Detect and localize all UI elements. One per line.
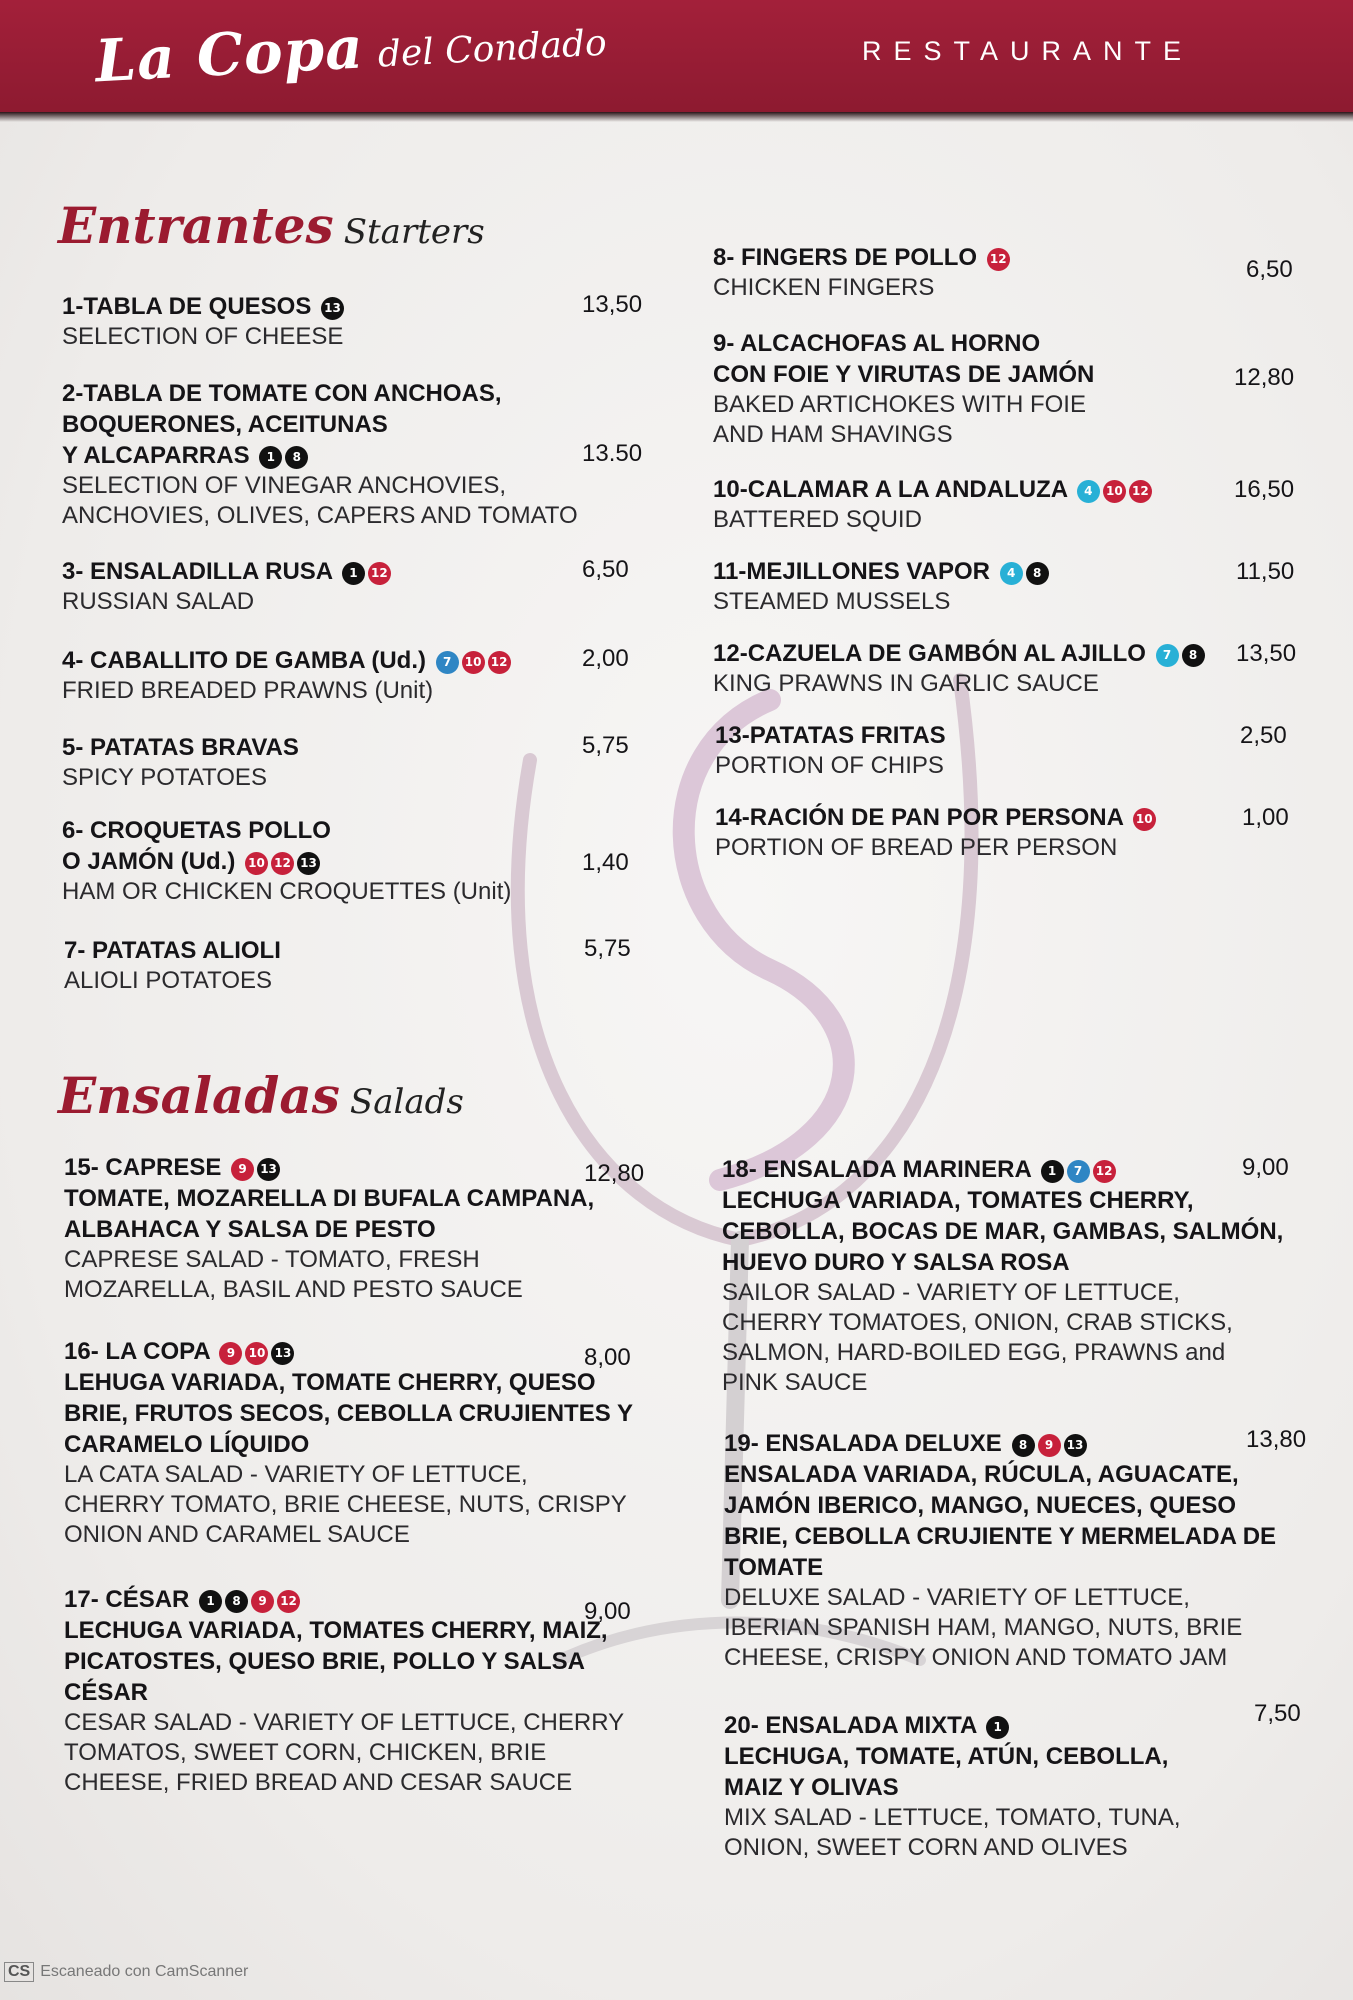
item-desc-es: LECHUGA VARIADA, TOMATES CHERRY, bbox=[722, 1187, 1194, 1214]
item-desc-en: RUSSIAN SALAD bbox=[62, 588, 255, 615]
menu-item bbox=[62, 815, 662, 907]
item-price: 1,40 bbox=[582, 849, 629, 876]
item-name bbox=[64, 1584, 664, 1615]
menu-item bbox=[64, 1336, 664, 1550]
starters-title-en: Starters bbox=[343, 212, 485, 252]
item-desc-en: CHERRY TOMATO, BRIE CHEESE, NUTS, CRISPY bbox=[64, 1491, 627, 1518]
item-name bbox=[713, 638, 1233, 669]
allergen-badge-icon: 12 bbox=[1129, 480, 1152, 503]
menu-item bbox=[724, 1426, 1307, 1673]
item-desc-en: DELUXE SALAD - VARIETY OF LETTUCE, bbox=[724, 1584, 1190, 1611]
item-desc-en: PORTION OF BREAD PER PERSON bbox=[715, 834, 1118, 861]
salads-section-title bbox=[58, 1066, 464, 1125]
item-desc-en: KING PRAWNS IN GARLIC SAUCE bbox=[713, 670, 1099, 697]
item-price: 9,00 bbox=[584, 1598, 631, 1625]
item-price: 9,00 bbox=[1242, 1154, 1289, 1181]
item-desc-es: CARAMELO LÍQUIDO bbox=[64, 1431, 310, 1458]
allergen-badge-icon: 4 bbox=[1000, 562, 1023, 585]
item-desc-en: SALMON, HARD-BOILED EGG, PRAWNS and bbox=[722, 1339, 1226, 1366]
item-name bbox=[64, 1336, 664, 1367]
menu-item bbox=[62, 556, 622, 617]
scanner-footer-text: Escaneado con CamScanner bbox=[40, 1963, 249, 1980]
item-desc-es: ALBAHACA Y SALSA DE PESTO bbox=[64, 1216, 436, 1243]
item-price: 1,00 bbox=[1242, 804, 1289, 831]
item-desc-es: HUEVO DURO Y SALSA ROSA bbox=[722, 1249, 1070, 1276]
allergen-badge-icon: 12 bbox=[987, 248, 1010, 271]
item-desc-en: LA CATA SALAD - VARIETY OF LETTUCE, bbox=[64, 1461, 528, 1488]
item-price: 12,80 bbox=[584, 1160, 645, 1187]
menu-item bbox=[724, 1710, 1304, 1863]
menu-item bbox=[64, 1152, 664, 1305]
allergen-badge-icon: 8 bbox=[1012, 1434, 1035, 1457]
item-desc-en: MOZARELLA, BASIL AND PESTO SAUCE bbox=[64, 1276, 523, 1303]
allergen-badge-icon: 10 bbox=[1133, 808, 1156, 831]
menu-item bbox=[62, 645, 622, 706]
item-desc-en: ANCHOVIES, OLIVES, CAPERS AND TOMATO bbox=[62, 502, 578, 529]
item-name: 5- PATATAS BRAVAS bbox=[62, 734, 299, 761]
item-price: 13,50 bbox=[1236, 640, 1297, 667]
menu-item bbox=[713, 328, 1233, 450]
allergen-badge-icon: 1 bbox=[986, 1716, 1009, 1739]
item-desc-en: STEAMED MUSSELS bbox=[713, 588, 951, 615]
item-name-text: 3- ENSALADILLA RUSA bbox=[62, 558, 333, 585]
menu-item bbox=[722, 1154, 1302, 1398]
item-desc-en: TOMATOS, SWEET CORN, CHICKEN, BRIE bbox=[64, 1739, 547, 1766]
allergen-badge-icon: 13 bbox=[257, 1158, 280, 1181]
item-name bbox=[62, 645, 622, 676]
item-desc-en: CHERRY TOMATOES, ONION, CRAB STICKS, bbox=[722, 1309, 1233, 1336]
item-name-text: 12-CAZUELA DE GAMBÓN AL AJILLO bbox=[713, 640, 1146, 667]
item-desc-en: MIX SALAD - LETTUCE, TOMATO, TUNA, bbox=[724, 1804, 1181, 1831]
item-desc-es: MAIZ Y OLIVAS bbox=[724, 1774, 899, 1801]
item-name bbox=[715, 802, 1235, 833]
allergen-badge-icon: 13 bbox=[321, 297, 344, 320]
item-desc-en: PINK SAUCE bbox=[722, 1369, 868, 1396]
allergen-badge-icon: 12 bbox=[277, 1590, 300, 1613]
item-desc-es: ENSALADA VARIADA, RÚCULA, AGUACATE, bbox=[724, 1461, 1239, 1488]
menu-item bbox=[62, 378, 662, 531]
item-desc-en: ONION, SWEET CORN AND OLIVES bbox=[724, 1834, 1128, 1861]
item-desc-es: LECHUGA VARIADA, TOMATES CHERRY, MAIZ, bbox=[64, 1617, 608, 1644]
item-name-text: 10-CALAMAR A LA ANDALUZA bbox=[713, 476, 1068, 503]
item-desc-en: ALIOLI POTATOES bbox=[64, 967, 273, 994]
item-name bbox=[713, 556, 1233, 587]
item-desc-en: CHEESE, FRIED BREAD AND CESAR SAUCE bbox=[64, 1769, 573, 1796]
allergen-badge-icon: 1 bbox=[1041, 1160, 1064, 1183]
item-desc-en: ONION AND CARAMEL SAUCE bbox=[64, 1521, 410, 1548]
item-name: 13-PATATAS FRITAS bbox=[715, 722, 946, 749]
item-price: 2,00 bbox=[582, 645, 629, 672]
item-desc-en: FRIED BREADED PRAWNS (Unit) bbox=[62, 677, 434, 704]
item-name-text: 16- LA COPA bbox=[64, 1338, 210, 1365]
item-price: 5,75 bbox=[584, 935, 631, 962]
item-name-text: 19- ENSALADA DELUXE bbox=[724, 1430, 1002, 1457]
header-tagline: RESTAURANTE bbox=[861, 36, 1193, 66]
camscanner-logo-icon: CS bbox=[4, 1962, 34, 1982]
item-name bbox=[724, 1710, 1304, 1741]
item-name-line: 9- ALCACHOFAS AL HORNO bbox=[713, 330, 1041, 357]
item-price: 6,50 bbox=[1246, 256, 1293, 283]
menu-item bbox=[715, 720, 1235, 781]
allergen-badge-icon: 7 bbox=[436, 651, 459, 674]
menu-item bbox=[62, 732, 622, 793]
item-name-line: CON FOIE Y VIRUTAS DE JAMÓN bbox=[713, 361, 1095, 388]
allergen-badge-icon: 4 bbox=[1077, 480, 1100, 503]
restaurant-logo bbox=[94, 1, 608, 96]
scanner-footer bbox=[4, 1962, 248, 1982]
item-name bbox=[62, 846, 662, 877]
allergen-badge-icon: 7 bbox=[1156, 644, 1179, 667]
item-desc-en: BATTERED SQUID bbox=[713, 506, 922, 533]
item-name-text: 4- CABALLITO DE GAMBA (Ud.) bbox=[62, 647, 426, 674]
item-price: 16,50 bbox=[1234, 476, 1295, 503]
item-desc-en: SELECTION OF VINEGAR ANCHOVIES, bbox=[62, 472, 507, 499]
allergen-badge-icon: 9 bbox=[1038, 1434, 1061, 1457]
allergen-badge-icon: 10 bbox=[245, 1342, 268, 1365]
item-desc-es: LEHUGA VARIADA, TOMATE CHERRY, QUESO bbox=[64, 1369, 596, 1396]
allergen-badge-icon: 13 bbox=[271, 1342, 294, 1365]
item-price: 8,00 bbox=[584, 1344, 631, 1371]
item-name-text: 20- ENSALADA MIXTA bbox=[724, 1712, 977, 1739]
item-price: 12,80 bbox=[1234, 364, 1295, 391]
item-price: 7,50 bbox=[1254, 1700, 1301, 1727]
item-desc-en: CAPRESE SALAD - TOMATO, FRESH bbox=[64, 1246, 480, 1273]
allergen-badge-icon: 9 bbox=[251, 1590, 274, 1613]
header-bar bbox=[0, 0, 1353, 112]
item-name-text: 1-TABLA DE QUESOS bbox=[62, 293, 312, 320]
item-price: 11,50 bbox=[1236, 558, 1295, 585]
item-name bbox=[62, 440, 662, 471]
item-name-text: 17- CÉSAR bbox=[64, 1586, 190, 1613]
item-name-text: 18- ENSALADA MARINERA bbox=[722, 1156, 1031, 1183]
item-price: 13,50 bbox=[582, 291, 643, 318]
item-price: 6,50 bbox=[582, 556, 629, 583]
menu-item bbox=[713, 474, 1233, 535]
item-price: 5,75 bbox=[582, 732, 629, 759]
menu-item bbox=[64, 1584, 664, 1798]
salads-title-en: Salads bbox=[349, 1082, 464, 1122]
salads-title-es: Ensaladas bbox=[58, 1066, 340, 1125]
logo-main-text: La Copa bbox=[93, 13, 366, 96]
allergen-badge-icon: 10 bbox=[1103, 480, 1126, 503]
allergen-badge-icon: 8 bbox=[1182, 644, 1205, 667]
item-name-text: 15- CAPRESE bbox=[64, 1154, 222, 1181]
item-name bbox=[64, 1152, 664, 1183]
menu-item bbox=[713, 556, 1233, 617]
item-desc-en: AND HAM SHAVINGS bbox=[713, 421, 953, 448]
item-name bbox=[713, 474, 1233, 505]
allergen-badge-icon: 1 bbox=[259, 446, 282, 469]
allergen-badge-icon: 9 bbox=[219, 1342, 242, 1365]
item-name-text: 11-MEJILLONES VAPOR bbox=[713, 558, 990, 585]
menu-item bbox=[62, 291, 622, 352]
item-desc-en: SELECTION OF CHEESE bbox=[62, 323, 344, 350]
item-desc-es: TOMATE bbox=[724, 1554, 824, 1581]
menu-item bbox=[713, 638, 1233, 699]
item-desc-en: PORTION OF CHIPS bbox=[715, 752, 944, 779]
allergen-badge-icon: 12 bbox=[368, 562, 391, 585]
item-desc-en: SAILOR SALAD - VARIETY OF LETTUCE, bbox=[722, 1279, 1180, 1306]
menu-item bbox=[64, 935, 624, 996]
item-name-text: O JAMÓN (Ud.) bbox=[62, 848, 236, 875]
allergen-badge-icon: 8 bbox=[225, 1590, 248, 1613]
item-desc-es: LECHUGA, TOMATE, ATÚN, CEBOLLA, bbox=[724, 1743, 1169, 1770]
item-desc-en: CHEESE, CRISPY ONION AND TOMATO JAM bbox=[724, 1644, 1228, 1671]
item-desc-es: CEBOLLA, BOCAS DE MAR, GAMBAS, SALMÓN, bbox=[722, 1218, 1284, 1245]
item-name-text: 8- FINGERS DE POLLO bbox=[713, 244, 978, 271]
item-desc-en: CHICKEN FINGERS bbox=[713, 274, 935, 301]
item-name bbox=[724, 1426, 1307, 1459]
item-price: 13,80 bbox=[1246, 1426, 1307, 1453]
item-desc-es: BRIE, CEBOLLA CRUJIENTE Y MERMELADA DE bbox=[724, 1523, 1277, 1550]
item-desc-es: TOMATE, MOZARELLA DI BUFALA CAMPANA, bbox=[64, 1185, 595, 1212]
allergen-badge-icon: 12 bbox=[271, 852, 294, 875]
starters-section-title bbox=[58, 196, 485, 255]
starters-title-es: Entrantes bbox=[58, 196, 334, 255]
item-price: 13.50 bbox=[582, 440, 643, 467]
item-desc-en: BAKED ARTICHOKES WITH FOIE bbox=[713, 391, 1086, 418]
allergen-badge-icon: 12 bbox=[1093, 1160, 1116, 1183]
allergen-badge-icon: 8 bbox=[1026, 562, 1049, 585]
item-price: 2,50 bbox=[1240, 722, 1287, 749]
item-desc-es: JAMÓN IBERICO, MANGO, NUECES, QUESO bbox=[724, 1492, 1237, 1519]
item-desc-es: BRIE, FRUTOS SECOS, CEBOLLA CRUJIENTES Y bbox=[64, 1400, 633, 1427]
item-name bbox=[722, 1154, 1302, 1185]
item-desc-en: SPICY POTATOES bbox=[62, 764, 267, 791]
allergen-badge-icon: 1 bbox=[342, 562, 365, 585]
header-shadow bbox=[0, 112, 1353, 122]
allergen-badge-icon: 12 bbox=[488, 651, 511, 674]
item-desc-es: PICATOSTES, QUESO BRIE, POLLO Y SALSA bbox=[64, 1648, 585, 1675]
item-desc-en: IBERIAN SPANISH HAM, MANGO, NUTS, BRIE bbox=[724, 1614, 1243, 1641]
item-desc-es: CÉSAR bbox=[64, 1679, 149, 1706]
item-name-text: Y ALCAPARRAS bbox=[62, 442, 250, 469]
allergen-badge-icon: 1 bbox=[199, 1590, 222, 1613]
menu-item bbox=[715, 802, 1235, 863]
item-name-line: 6- CROQUETAS POLLO bbox=[62, 817, 331, 844]
item-desc-en: HAM OR CHICKEN CROQUETTES (Unit) bbox=[62, 878, 512, 905]
allergen-badge-icon: 9 bbox=[231, 1158, 254, 1181]
allergen-badge-icon: 13 bbox=[1064, 1434, 1087, 1457]
item-name bbox=[713, 242, 1233, 273]
item-name-line: 2-TABLA DE TOMATE CON ANCHOAS, bbox=[62, 380, 502, 407]
item-name-line: BOQUERONES, ACEITUNAS bbox=[62, 411, 388, 438]
menu-item bbox=[713, 242, 1233, 303]
item-name bbox=[62, 291, 622, 322]
item-name: 7- PATATAS ALIOLI bbox=[64, 937, 281, 964]
item-desc-en: CESAR SALAD - VARIETY OF LETTUCE, CHERRY bbox=[64, 1709, 625, 1736]
allergen-badge-icon: 13 bbox=[297, 852, 320, 875]
item-name-text: 14-RACIÓN DE PAN POR PERSONA bbox=[715, 804, 1124, 831]
allergen-badge-icon: 10 bbox=[245, 852, 268, 875]
logo-sub-text: del Condado bbox=[376, 22, 608, 76]
allergen-badge-icon: 7 bbox=[1067, 1160, 1090, 1183]
allergen-badge-icon: 10 bbox=[462, 651, 485, 674]
allergen-badge-icon: 8 bbox=[285, 446, 308, 469]
item-name bbox=[62, 556, 622, 587]
